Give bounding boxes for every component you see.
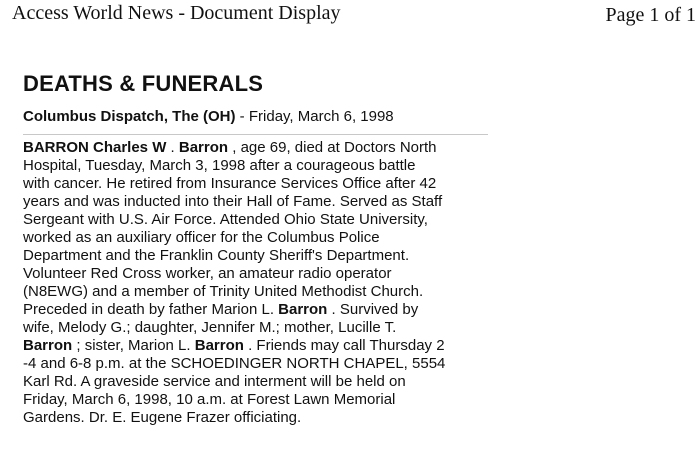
surname-highlight: Barron bbox=[23, 337, 73, 354]
article-text: ; sister, Marion L. bbox=[72, 337, 195, 354]
article-line bbox=[23, 337, 493, 355]
article-text: . bbox=[166, 139, 179, 156]
article-line: wife, Melody G.; daughter, Jennifer M.; mother, Lucille T. bbox=[23, 319, 397, 336]
deceased-name: BARRON Charles W bbox=[23, 139, 167, 156]
article-line bbox=[23, 301, 493, 319]
surname-highlight: Barron bbox=[178, 139, 229, 156]
surname-highlight: Barron bbox=[194, 337, 244, 354]
article-line: -4 and 6-8 p.m. at the SCHOEDINGER NORTH CHAPEL, 5554 bbox=[23, 355, 446, 372]
article-text: Preceded in death by father Marion L. bbox=[23, 301, 279, 318]
window-title: Access World News - Document Display bbox=[12, 2, 341, 24]
article-line: Volunteer Red Cross worker, an amateur radio operator bbox=[23, 265, 392, 282]
divider bbox=[23, 134, 488, 135]
publication-name: Columbus Dispatch, The (OH) bbox=[23, 108, 236, 125]
article-text: . Survived by bbox=[327, 301, 419, 318]
article-line: (N8EWG) and a member of Trinity United Methodist Church. bbox=[23, 283, 424, 300]
publication-date: Friday, March 6, 1998 bbox=[248, 108, 394, 125]
article-line: worked as an auxiliary officer for the Columbus Police bbox=[23, 229, 380, 246]
article-line: Gardens. Dr. E. Eugene Frazer officiating. bbox=[23, 409, 302, 426]
surname-highlight: Barron bbox=[278, 301, 328, 318]
article-line: Friday, March 6, 1998, 10 a.m. at Forest Lawn Memorial bbox=[23, 391, 396, 408]
article-text: . Friends may call Thursday 2 bbox=[243, 337, 445, 354]
article-line: with cancer. He retired from Insurance Services Office after 42 bbox=[23, 175, 437, 192]
page-indicator: Page 1 of 1 bbox=[605, 4, 696, 26]
article-line: years and was inducted into their Hall of Fame. Served as Staff bbox=[23, 193, 443, 210]
article-text: , age 69, died at Doctors North bbox=[228, 139, 437, 156]
article-line: Karl Rd. A graveside service and interment will be held on bbox=[23, 373, 406, 390]
section-title: DEATHS & FUNERALS bbox=[23, 71, 264, 96]
article-line bbox=[23, 139, 493, 157]
article-line: Sergeant with U.S. Air Force. Attended Ohio State University, bbox=[23, 211, 428, 228]
source-separator: - bbox=[235, 108, 249, 125]
article-line: Department and the Franklin County Sheriff's Department. bbox=[23, 247, 410, 264]
article-body bbox=[23, 139, 493, 427]
article-line: Hospital, Tuesday, March 3, 1998 after a courageous battle bbox=[23, 157, 416, 174]
source-line bbox=[23, 107, 394, 127]
